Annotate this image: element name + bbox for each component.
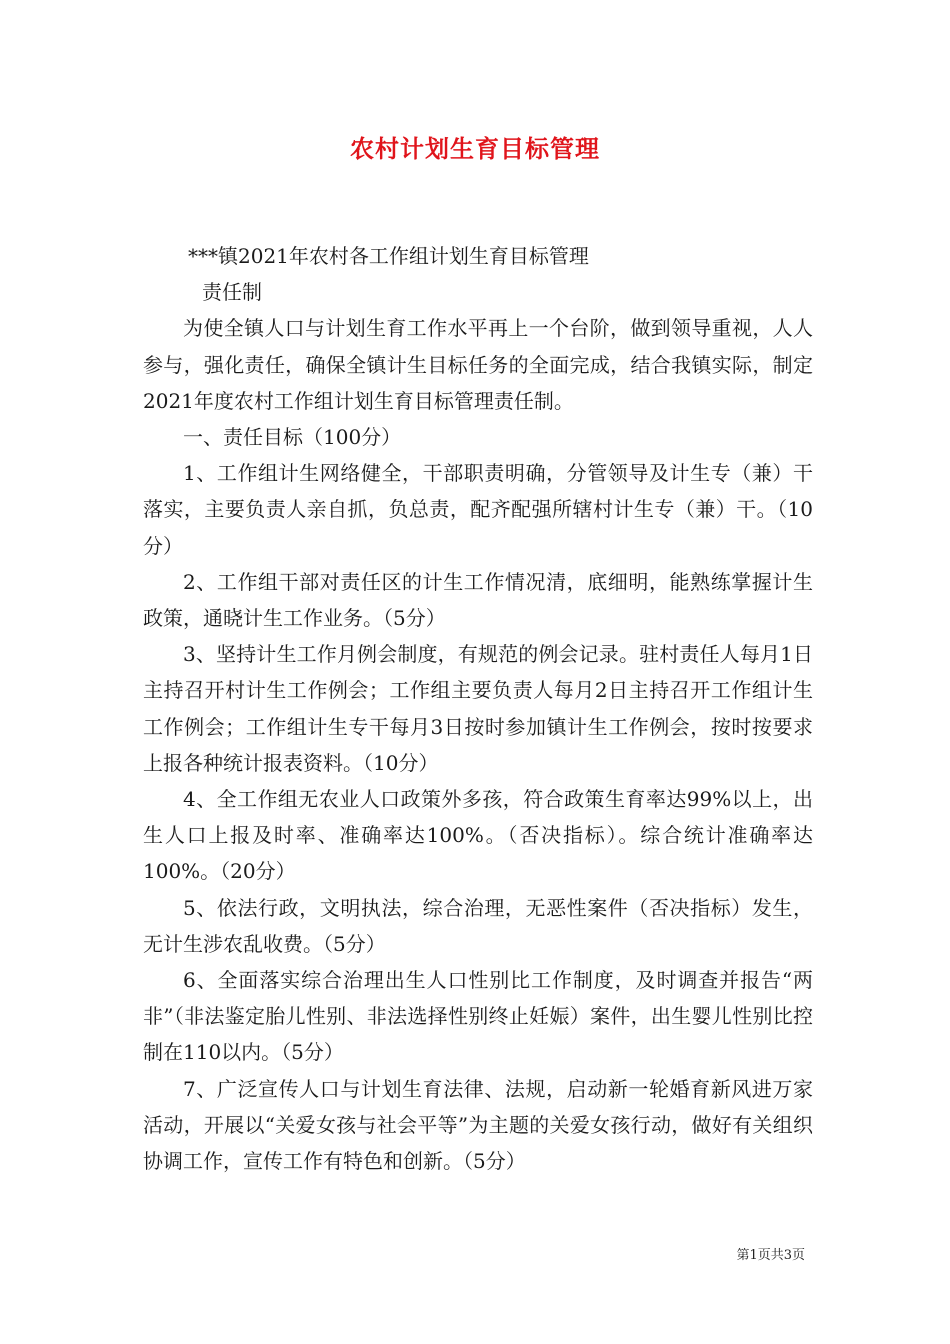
item-paragraph: 6、全面落实综合治理出生人口性别比工作制度，及时调查并报告“两非”（非法鉴定胎儿性别、非法选择性别终止妊娠）案件，出生婴儿性别比控制在110以内。（5分） — [143, 968, 813, 1065]
page-number-footer: 第1页共3页 — [736, 1248, 805, 1263]
item-paragraph: 7、广泛宣传人口与计划生育法律、法规，启动新一轮婚育新风进万家活动，开展以“关爱女孩与社会平等”为主题的关爱女孩行动，做好有关组织协调工作，宣传工作有特色和创新。（5分） — [143, 1076, 813, 1174]
subtitle-line-1: ***镇2021年农村各工作组计划生育目标管理 — [188, 244, 589, 268]
item-paragraph: 1、工作组计生网络健全，干部职责明确，分管领导及计生专（兼）干落实，主要负责人亲自抓，负总责，配齐配强所辖村计生专（兼）干。（10分） — [143, 461, 813, 558]
document-body — [143, 238, 813, 1179]
item-paragraph: 3、坚持计生工作月例会制度，有规范的例会记录。驻村责任人每月1日主持召开村计生工作例会；工作组主要负责人每月2日主持召开工作组计生工作例会；工作组计生专干每月3日按时参加镇计生工作例会，按时按要求上报各种统计报表资料。（10分） — [143, 642, 813, 775]
item-paragraph: 5、依法行政，文明执法，综合治理，无恶性案件（否决指标）发生，无计生涉农乱收费。（5分） — [143, 895, 813, 956]
subtitle-line-2: 责任制 — [202, 280, 262, 305]
item-paragraph: 2、工作组干部对责任区的计生工作情况清，底细明，能熟练掌握计生政策，通晓计生工作业务。（5分） — [143, 569, 813, 631]
document-title: 农村计划生育目标管理 — [350, 134, 600, 163]
section-heading: 一、责任目标（100分） — [183, 425, 402, 450]
intro-paragraph: 为使全镇人口与计划生育工作水平再上一个台阶，做到领导重视，人人参与，强化责任，确保全镇计生目标任务的全面完成，结合我镇实际，制定2021年度农村工作组计划生育目标管理责任制。 — [143, 316, 813, 413]
item-paragraph: 4、全工作组无农业人口政策外多孩，符合政策生育率达99%以上，出生人口上报及时率、准确率达100%。（否决指标）。综合统计准确率达100%。（20分） — [143, 787, 813, 884]
